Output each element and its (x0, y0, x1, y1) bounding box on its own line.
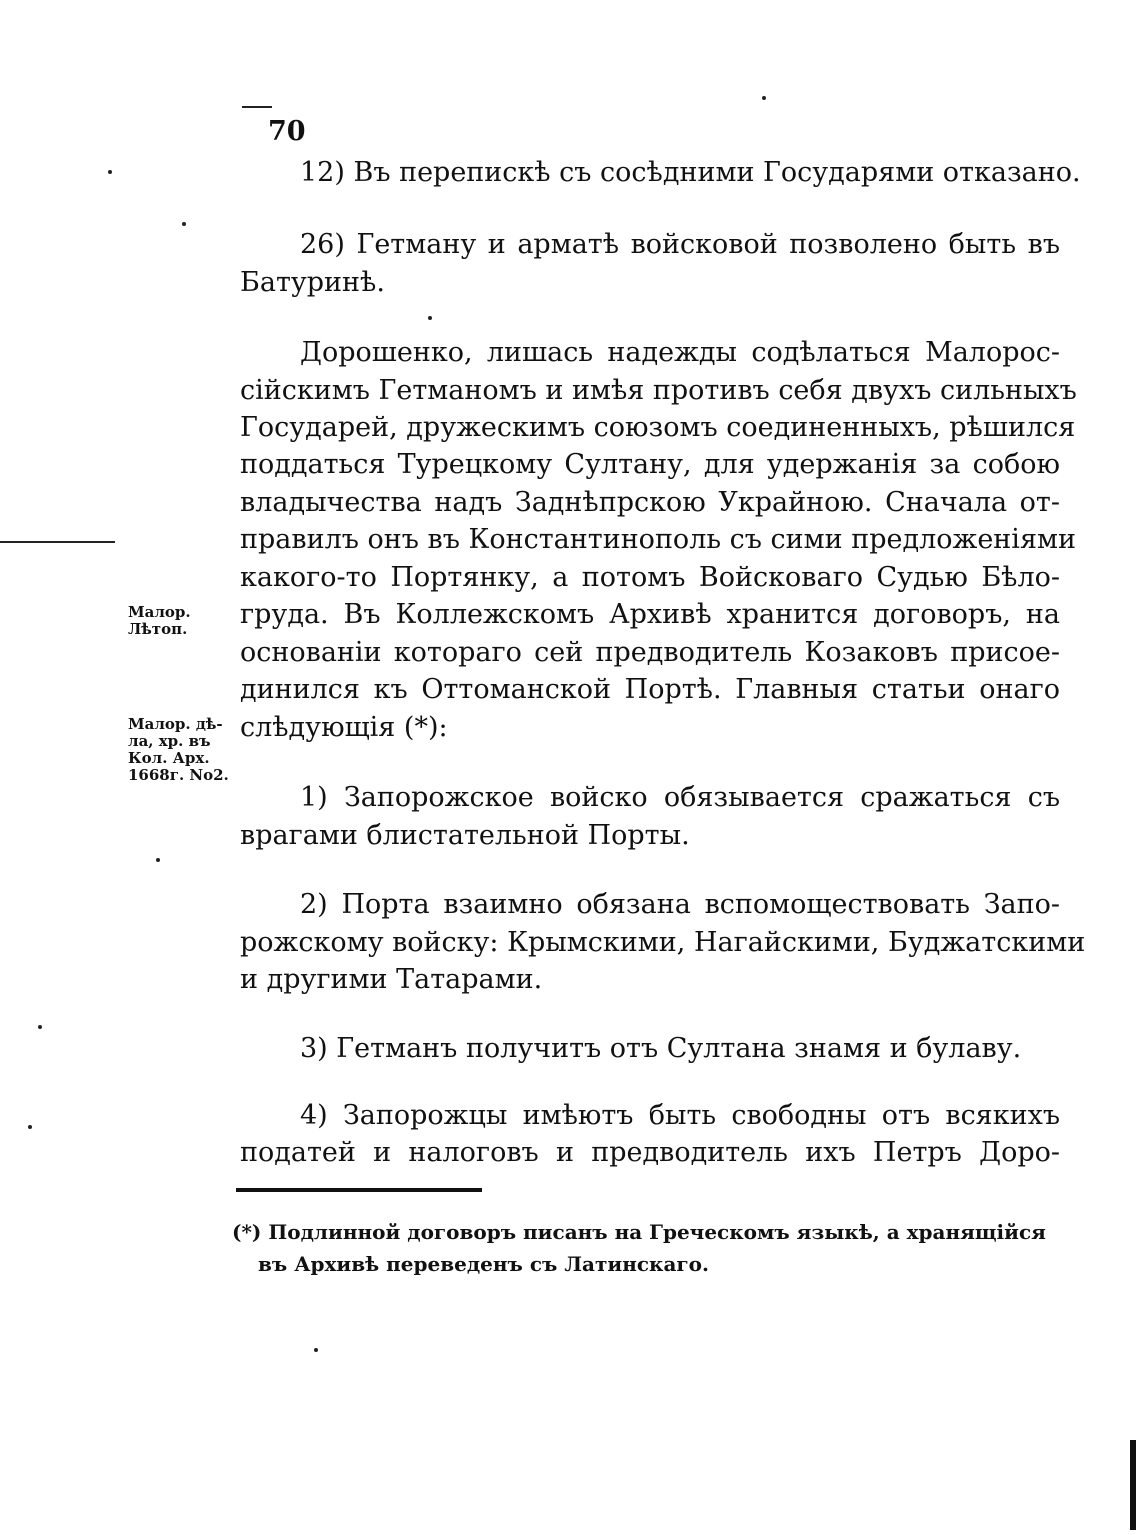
margin-note-line: ла, хр. въ (128, 732, 211, 750)
edge-bar (1130, 1440, 1136, 1530)
footnote-rule (236, 1188, 482, 1192)
body-line: Дорошенко, лишась надежды содѣлаться Малорос- (300, 337, 1060, 368)
body-line: 12) Въ перепискѣ съ сосѣдними Государями отказано. (300, 157, 1081, 188)
scan-speck (314, 1348, 318, 1352)
margin-note-line: Малор. (128, 603, 191, 621)
body-line: Государей, дружескимъ союзомъ соединенныхъ, рѣшился (240, 412, 1076, 443)
footnote-line: (*) Подлинной договоръ писанъ на Греческомъ языкѣ, а хранящійся (232, 1220, 1046, 1244)
margin-note-line: Лѣтоп. (128, 620, 188, 638)
body-line: 2) Порта взаимно обязана вспомоществовать Запо- (300, 889, 1060, 920)
body-line: 1) Запорожское войско обязывается сражаться съ (300, 782, 1060, 813)
body-line: рожскому войску: Крымскими, Нагайскими, Буджатскими (240, 927, 1086, 958)
body-line: динился къ Оттоманской Портѣ. Главныя статьи онаго (240, 674, 1060, 705)
body-line: 4) Запорожцы имѣютъ быть свободны отъ всякихъ (300, 1100, 1060, 1131)
margin-rule (0, 541, 115, 543)
header-rule (242, 106, 272, 108)
margin-note-archive (128, 716, 229, 784)
scan-speck (762, 96, 766, 100)
scan-speck (108, 170, 112, 174)
body-line: слѣдующія (*): (240, 712, 448, 743)
body-line: владычества надъ Заднѣпрскою Украйною. Сначала от- (240, 487, 1060, 518)
body-line: податей и налоговъ и предводитель ихъ Петръ Доро- (240, 1137, 1060, 1168)
scan-speck (428, 316, 432, 320)
body-line: поддаться Турецкому Султану, для удержанія за собою (240, 449, 1060, 480)
body-line: основаніи котораго сей предводитель Козаковъ присое- (240, 637, 1060, 668)
body-line: Батуринѣ. (240, 267, 385, 298)
margin-note-chronicle (128, 604, 191, 638)
body-line: сійскимъ Гетманомъ и имѣя противъ себя двухъ сильныхъ (240, 375, 1077, 406)
page-number: 70 (268, 116, 306, 147)
margin-note-line: Кол. Арх. (128, 749, 210, 767)
body-line: какого-то Портянку, а потомъ Войсковаго Судью Бѣло- (240, 562, 1060, 593)
scan-speck (156, 858, 160, 862)
body-line: правилъ онъ въ Константинополь съ сими предложеніями (240, 524, 1076, 555)
body-line: 26) Гетману и арматѣ войсковой позволено быть въ (300, 229, 1060, 260)
body-line: врагами блистательной Порты. (240, 820, 690, 851)
body-line: и другими Татарами. (240, 964, 543, 995)
margin-note-line: Малор. дѣ- (128, 715, 223, 733)
body-line: груда. Въ Коллежскомъ Архивѣ хранится договоръ, на (240, 599, 1060, 630)
scan-speck (38, 1025, 42, 1029)
scan-speck (182, 222, 186, 226)
margin-note-line: 1668г. No2. (128, 766, 229, 784)
scan-speck (28, 1125, 32, 1129)
body-line: 3) Гетманъ получитъ отъ Султана знамя и булаву. (300, 1033, 1022, 1064)
footnote-line: въ Архивѣ переведенъ съ Латинскаго. (258, 1252, 709, 1276)
